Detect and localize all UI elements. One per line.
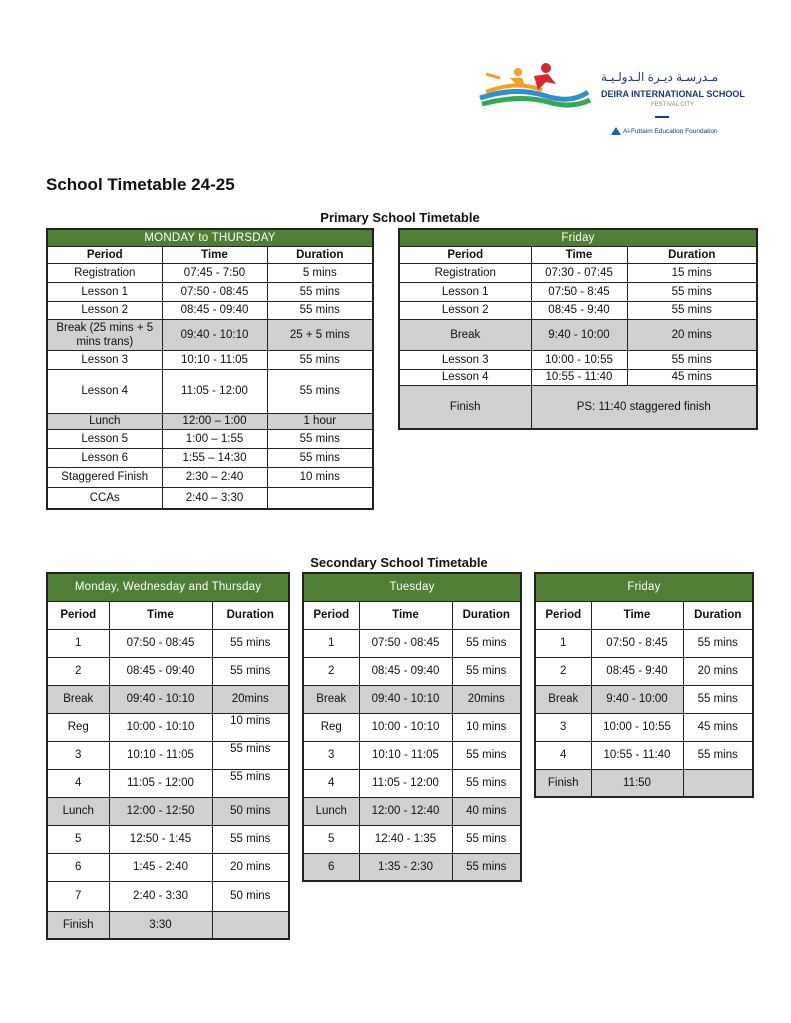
- time-cell: 08:45 - 09:40: [162, 301, 267, 319]
- period-cell: Lesson 3: [399, 350, 531, 369]
- duration-cell: 20 mins: [627, 319, 757, 350]
- duration-cell: 55 mins: [452, 629, 521, 657]
- table-row: [399, 319, 757, 350]
- table-row: [47, 853, 289, 881]
- period-cell: Lunch: [47, 797, 109, 825]
- duration-cell: 20mins: [452, 685, 521, 713]
- table-header: Friday: [399, 229, 757, 246]
- table-row: [399, 350, 757, 369]
- secondary-friday-table: [534, 572, 754, 798]
- table-row: [303, 657, 521, 685]
- table-header: Monday, Wednesday and Thursday: [47, 573, 289, 601]
- duration-cell: 55 mins: [452, 741, 521, 769]
- time-cell: 9:40 - 10:00: [531, 319, 627, 350]
- column-header: Period: [303, 601, 359, 629]
- time-cell: 07:45 - 7:50: [162, 263, 267, 282]
- duration-cell: [683, 769, 753, 797]
- duration-cell: [212, 911, 289, 939]
- table-row: [303, 825, 521, 853]
- duration-cell: 55 mins: [267, 282, 373, 301]
- time-cell: 07:50 - 08:45: [162, 282, 267, 301]
- time-cell: 08:45 - 9:40: [531, 301, 627, 319]
- duration-cell: 55 mins: [212, 769, 289, 797]
- column-header: Period: [399, 246, 531, 263]
- period-cell: Break: [535, 685, 591, 713]
- table-row: [47, 713, 289, 741]
- period-cell: 6: [303, 853, 359, 881]
- period-cell: 2: [47, 657, 109, 685]
- table-row: [47, 685, 289, 713]
- time-cell: 3:30: [109, 911, 212, 939]
- table-row: [47, 881, 289, 911]
- duration-cell: 50 mins: [212, 797, 289, 825]
- column-header: Period: [535, 601, 591, 629]
- secondary-tuesday-table: [302, 572, 522, 882]
- duration-cell: 55 mins: [683, 629, 753, 657]
- period-cell: Registration: [47, 263, 162, 282]
- duration-cell: 55 mins: [683, 685, 753, 713]
- table-header: Tuesday: [303, 573, 521, 601]
- duration-cell: 55 mins: [212, 657, 289, 685]
- table-row: [47, 487, 373, 509]
- duration-cell: 50 mins: [212, 881, 289, 911]
- period-cell: 5: [303, 825, 359, 853]
- period-cell: Finish: [535, 769, 591, 797]
- time-cell: 2:40 – 3:30: [162, 487, 267, 509]
- table-row: [399, 263, 757, 282]
- duration-cell: 55 mins: [267, 429, 373, 448]
- secondary-mon-wed-thu-table: [46, 572, 290, 940]
- time-cell: 1:55 – 14:30: [162, 448, 267, 467]
- period-cell: Lesson 1: [47, 282, 162, 301]
- period-cell: 2: [535, 657, 591, 685]
- duration-cell: 45 mins: [627, 369, 757, 385]
- primary-friday-table: [398, 228, 758, 430]
- school-name-arabic: مـدرسـة ديـرة الـدولـيـة: [601, 70, 719, 84]
- time-cell: 07:50 - 8:45: [531, 282, 627, 301]
- table-row: [535, 769, 753, 797]
- table-row: [47, 301, 373, 319]
- duration-cell: 55 mins: [452, 769, 521, 797]
- time-cell: 11:50: [591, 769, 683, 797]
- duration-cell: [267, 487, 373, 509]
- table-row: [399, 385, 757, 429]
- school-logo: [476, 58, 766, 143]
- table-row: [399, 282, 757, 301]
- period-cell: Finish: [47, 911, 109, 939]
- table-row: [535, 629, 753, 657]
- duration-cell: 10 mins: [452, 713, 521, 741]
- period-cell: Registration: [399, 263, 531, 282]
- column-header: Duration: [452, 601, 521, 629]
- time-cell: 07:50 - 08:45: [359, 629, 452, 657]
- primary-section-title: Primary School Timetable: [320, 210, 480, 225]
- table-row: [535, 685, 753, 713]
- duration-cell: 55 mins: [267, 369, 373, 413]
- column-header: Time: [109, 601, 212, 629]
- table-row: [303, 741, 521, 769]
- duration-cell: 10 mins: [267, 467, 373, 487]
- period-cell: Reg: [47, 713, 109, 741]
- period-cell: 2: [303, 657, 359, 685]
- duration-cell: 40 mins: [452, 797, 521, 825]
- table-row: [47, 263, 373, 282]
- duration-cell: 10 mins: [212, 713, 289, 741]
- duration-cell: 5 mins: [267, 263, 373, 282]
- duration-cell: 55 mins: [627, 301, 757, 319]
- column-header: Duration: [212, 601, 289, 629]
- table-row: [47, 350, 373, 369]
- period-cell: 3: [47, 741, 109, 769]
- table-row: [535, 657, 753, 685]
- column-header: Period: [47, 601, 109, 629]
- table-row: [47, 629, 289, 657]
- period-cell: 4: [47, 769, 109, 797]
- duration-cell: 55 mins: [267, 448, 373, 467]
- table-row: [303, 853, 521, 881]
- time-cell: 12:00 - 12:40: [359, 797, 452, 825]
- time-cell: 09:40 - 10:10: [109, 685, 212, 713]
- time-cell: 1:45 - 2:40: [109, 853, 212, 881]
- period-cell: 3: [535, 713, 591, 741]
- column-header: Duration: [627, 246, 757, 263]
- school-location: FESTIVAL CITY: [651, 102, 695, 108]
- time-cell: 10:10 - 11:05: [109, 741, 212, 769]
- period-cell: 4: [535, 741, 591, 769]
- time-cell: 08:45 - 09:40: [359, 657, 452, 685]
- time-cell: 10:00 - 10:10: [109, 713, 212, 741]
- table-row: [47, 657, 289, 685]
- column-header: Time: [359, 601, 452, 629]
- table-row: [47, 282, 373, 301]
- time-cell: 11:05 - 12:00: [109, 769, 212, 797]
- logo-divider: [655, 116, 669, 118]
- period-cell: Lesson 2: [399, 301, 531, 319]
- time-cell: 11:05 - 12:00: [162, 369, 267, 413]
- table-row: [47, 413, 373, 429]
- period-cell: 1: [303, 629, 359, 657]
- table-row: [399, 301, 757, 319]
- period-cell: Lunch: [303, 797, 359, 825]
- duration-cell: 15 mins: [627, 263, 757, 282]
- secondary-section-title: Secondary School Timetable: [310, 555, 488, 570]
- time-cell: 10:10 - 11:05: [359, 741, 452, 769]
- time-cell: 12:00 – 1:00: [162, 413, 267, 429]
- time-cell: 1:35 - 2:30: [359, 853, 452, 881]
- period-cell: 3: [303, 741, 359, 769]
- duration-cell: 20 mins: [212, 853, 289, 881]
- period-cell: Lesson 1: [399, 282, 531, 301]
- column-header: Duration: [683, 601, 753, 629]
- table-row: [399, 369, 757, 385]
- period-cell: Lunch: [47, 413, 162, 429]
- time-cell: 12:40 - 1:35: [359, 825, 452, 853]
- table-row: [47, 825, 289, 853]
- period-cell: Break: [47, 685, 109, 713]
- period-cell: Lesson 6: [47, 448, 162, 467]
- time-cell: 12:00 - 12:50: [109, 797, 212, 825]
- foundation-logo-icon: [610, 126, 622, 136]
- duration-cell: 55 mins: [212, 629, 289, 657]
- time-cell: PS: 11:40 staggered finish: [531, 385, 757, 429]
- duration-cell: 55 mins: [267, 301, 373, 319]
- primary-mon-thu-table: [46, 228, 374, 510]
- time-cell: 07:30 - 07:45: [531, 263, 627, 282]
- period-cell: 1: [47, 629, 109, 657]
- period-cell: 6: [47, 853, 109, 881]
- table-row: [47, 769, 289, 797]
- period-cell: Lesson 3: [47, 350, 162, 369]
- period-cell: 4: [303, 769, 359, 797]
- duration-cell: 1 hour: [267, 413, 373, 429]
- time-cell: 09:40 - 10:10: [359, 685, 452, 713]
- time-cell: 07:50 - 8:45: [591, 629, 683, 657]
- table-row: [535, 713, 753, 741]
- period-cell: Lesson 4: [399, 369, 531, 385]
- period-cell: Staggered Finish: [47, 467, 162, 487]
- time-cell: 10:00 - 10:10: [359, 713, 452, 741]
- period-cell: Break: [399, 319, 531, 350]
- duration-cell: 55 mins: [212, 741, 289, 769]
- time-cell: 09:40 - 10:10: [162, 319, 267, 350]
- duration-cell: 55 mins: [267, 350, 373, 369]
- table-row: [303, 685, 521, 713]
- table-row: [47, 467, 373, 487]
- period-cell: Lesson 5: [47, 429, 162, 448]
- table-row: [535, 741, 753, 769]
- table-row: [47, 741, 289, 769]
- school-name: DEIRA INTERNATIONAL SCHOOL: [601, 89, 745, 99]
- duration-cell: 55 mins: [452, 657, 521, 685]
- period-cell: 7: [47, 881, 109, 911]
- school-emblem-icon: [476, 62, 594, 114]
- time-cell: 10:00 - 10:55: [531, 350, 627, 369]
- time-cell: 10:55 - 11:40: [591, 741, 683, 769]
- time-cell: 11:05 - 12:00: [359, 769, 452, 797]
- time-cell: 1:00 – 1:55: [162, 429, 267, 448]
- time-cell: 10:55 - 11:40: [531, 369, 627, 385]
- period-cell: Lesson 4: [47, 369, 162, 413]
- column-header: Time: [591, 601, 683, 629]
- duration-cell: 20 mins: [683, 657, 753, 685]
- duration-cell: 20mins: [212, 685, 289, 713]
- table-row: [47, 911, 289, 939]
- time-cell: 2:30 – 2:40: [162, 467, 267, 487]
- period-cell: Break (25 mins + 5 mins trans): [47, 319, 162, 350]
- time-cell: 12:50 - 1:45: [109, 825, 212, 853]
- table-row: [303, 769, 521, 797]
- column-header: Time: [162, 246, 267, 263]
- duration-cell: 55 mins: [627, 350, 757, 369]
- table-row: [303, 629, 521, 657]
- duration-cell: 25 + 5 mins: [267, 319, 373, 350]
- foundation-name: Al-Futtaim Education Foundation: [623, 128, 718, 135]
- table-row: [47, 319, 373, 350]
- table-row: [47, 429, 373, 448]
- duration-cell: 55 mins: [452, 825, 521, 853]
- column-header: Time: [531, 246, 627, 263]
- time-cell: 10:10 - 11:05: [162, 350, 267, 369]
- column-header: Period: [47, 246, 162, 263]
- table-row: [303, 797, 521, 825]
- duration-cell: 55 mins: [452, 853, 521, 881]
- table-header: MONDAY to THURSDAY: [47, 229, 373, 246]
- time-cell: 08:45 - 9:40: [591, 657, 683, 685]
- table-row: [47, 797, 289, 825]
- time-cell: 9:40 - 10:00: [591, 685, 683, 713]
- time-cell: 07:50 - 08:45: [109, 629, 212, 657]
- table-header: Friday: [535, 573, 753, 601]
- time-cell: 2:40 - 3:30: [109, 881, 212, 911]
- table-row: [303, 713, 521, 741]
- duration-cell: 55 mins: [212, 825, 289, 853]
- table-row: [47, 448, 373, 467]
- duration-cell: 45 mins: [683, 713, 753, 741]
- page-title: School Timetable 24-25: [46, 175, 235, 194]
- period-cell: 1: [535, 629, 591, 657]
- period-cell: CCAs: [47, 487, 162, 509]
- time-cell: 10:00 - 10:55: [591, 713, 683, 741]
- period-cell: Lesson 2: [47, 301, 162, 319]
- duration-cell: 55 mins: [683, 741, 753, 769]
- period-cell: 5: [47, 825, 109, 853]
- duration-cell: 55 mins: [627, 282, 757, 301]
- time-cell: 08:45 - 09:40: [109, 657, 212, 685]
- period-cell: Break: [303, 685, 359, 713]
- period-cell: Finish: [399, 385, 531, 429]
- table-row: [47, 369, 373, 413]
- period-cell: Reg: [303, 713, 359, 741]
- column-header: Duration: [267, 246, 373, 263]
